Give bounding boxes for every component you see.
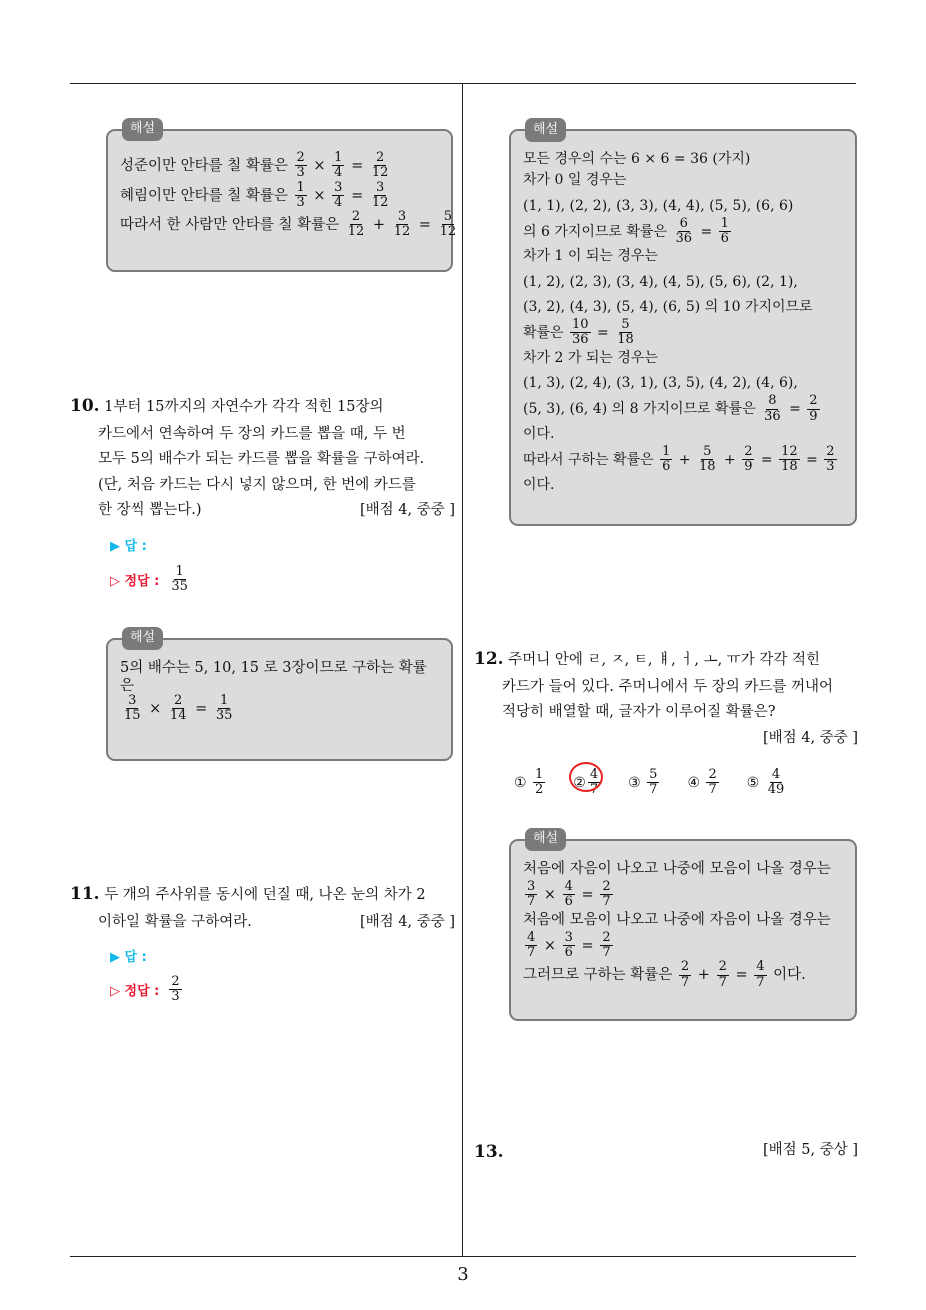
score-label: [배점 4, 중중 ] <box>359 913 455 930</box>
question-13 <box>474 1138 858 1168</box>
question-12: 12. 주머니 안에 ㄹ, ㅈ, ㅌ, ㅒ, ㅓ, ㅗ, ㅠ가 각각 적힌 카드가 들어 있다. 주머니에서 두 장의 카드를 꺼내어 적당히 배열할 때, 글자가 이루어질 확률은? [배점 4, 중중 ] <box>474 645 858 751</box>
question-number: 11. <box>70 884 100 904</box>
score-label: [배점 4, 중중 ] <box>762 729 858 746</box>
answer-choices <box>514 768 814 798</box>
choice-5[interactable]: ⑤ $\frac{4}{49}$ <box>746 767 785 798</box>
solution-tag: 해설 <box>525 828 566 851</box>
choice-3[interactable]: ③ $\frac{5}{7}$ <box>628 767 658 798</box>
question-number: 13. <box>474 1142 504 1162</box>
solution-box-11: 해설 모든 경우의 수는 6 × 6 = 36 (가지) 차가 0 일 경우는 (1, 1), (2, 2), (3, 3), (4, 4), (5, 5), (6, 6) 의 6 가지이므로 확률은 $\frac{6}{36}$ = $\frac{1}{6}$ 차가 1 이 되는 경우는 (1, 2), (2, 3), (3, 4), (4, 5), (5, 6), (2, 1), (3, 2), (4, 3), (5, 4), (6, 5) 의 10 가지이므로 확률은 $\frac{10}{36}$ = $\frac{5}{18}$ 차가 2 가 되는 경우는 (1, 3), (2, 4), (3, 1), (3, 5), (4, 2), (4, 6), (5, 3), (6, 4) 의 8 가지이므로 확률은 $\frac{8}{36}$ = $\frac{2}{9}$ 이다. 따라서 구하는 확률은 $\frac{1}{6}$ + $\frac{5}{18}$ + $\frac{2}{9}$ = $\frac{12}{18}$ = $\frac{2}{3}$ 이다. <box>509 129 857 526</box>
correct-answer-row: ▷ 정답 : $\frac{1}{35}$ <box>110 564 188 595</box>
top-rule <box>70 83 856 84</box>
choice-2[interactable]: ② $\frac{4}{7}$ <box>573 768 602 798</box>
solution-box-9 <box>106 121 457 272</box>
choice-4[interactable]: ④ $\frac{2}{7}$ <box>687 767 717 798</box>
score-label: [배점 5, 중상 ] <box>762 1142 858 1158</box>
solution-box-10: 해설 5의 배수는 5, 10, 15 로 3장이므로 구하는 확률 은 $\frac{3}{15}$ × $\frac{2}{14}$ = $\frac{1}{35}$ <box>106 638 453 761</box>
score-label: [배점 4, 중중 ] <box>359 501 455 518</box>
solution-line: 따라서 한 사람만 안타를 칠 확률은 $\frac{2}{12}$ + $\frac{3}{12}$ = $\frac{5}{12}$ <box>120 209 457 240</box>
bottom-rule <box>70 1256 856 1257</box>
solution-tag: 해설 <box>525 118 566 142</box>
solution-tag: 해설 <box>122 627 163 650</box>
question-number: 10. <box>70 396 100 416</box>
solution-tag: 해설 <box>122 118 163 141</box>
page-number: 3 <box>457 1264 469 1285</box>
correct-answer-row: ▷ 정답 : $\frac{2}{3}$ <box>110 974 180 1005</box>
solution-line: $\frac{3}{15}$ × $\frac{2}{14}$ = $\frac{1}{35}$ <box>124 692 233 723</box>
solution-line: 성준이만 안타를 칠 확률은 $\frac{2}{3}$ × $\frac{1}{4}$ = $\frac{2}{12}$ <box>120 150 389 181</box>
question-10: 10. 1부터 15까지의 자연수가 각각 적힌 15장의 카드에서 연속하여 두 장의 카드를 뽑을 때, 두 번 모두 5의 배수가 되는 카드를 뽑을 확률을 구하여라. (단, 처음 카드는 다시 넣지 않으며, 한 번에 카드를 한 장씩 뽑는다.) [배점 4, 중중 ] <box>70 392 455 523</box>
question-11: 11. 두 개의 주사위를 동시에 던질 때, 나온 눈의 차가 2 이하일 확률을 구하여라. [배점 4, 중중 ] <box>70 880 455 935</box>
answer-row: ▶ 답 : <box>110 539 147 554</box>
column-divider <box>462 83 463 1256</box>
solution-line: 혜림이만 안타를 칠 확률은 $\frac{1}{3}$ × $\frac{3}{4}$ = $\frac{3}{12}$ <box>120 179 389 210</box>
choice-1[interactable]: ① $\frac{1}{2}$ <box>514 767 544 798</box>
question-number: 12. <box>474 649 504 669</box>
solution-box-12: 해설 처음에 자음이 나오고 나중에 모음이 나올 경우는 $\frac{3}{7}$ × $\frac{4}{6}$ = $\frac{2}{7}$ 처음에 모음이 나오고 나중에 자음이 나올 경우는 $\frac{4}{7}$ × $\frac{3}{6}$ = $\frac{2}{7}$ 그러므로 구하는 확률은 $\frac{2}{7}$ + $\frac{2}{7}$ = $\frac{4}{7}$ 이다. <box>509 839 857 1021</box>
answer-row: ▶ 답 : <box>110 950 147 965</box>
